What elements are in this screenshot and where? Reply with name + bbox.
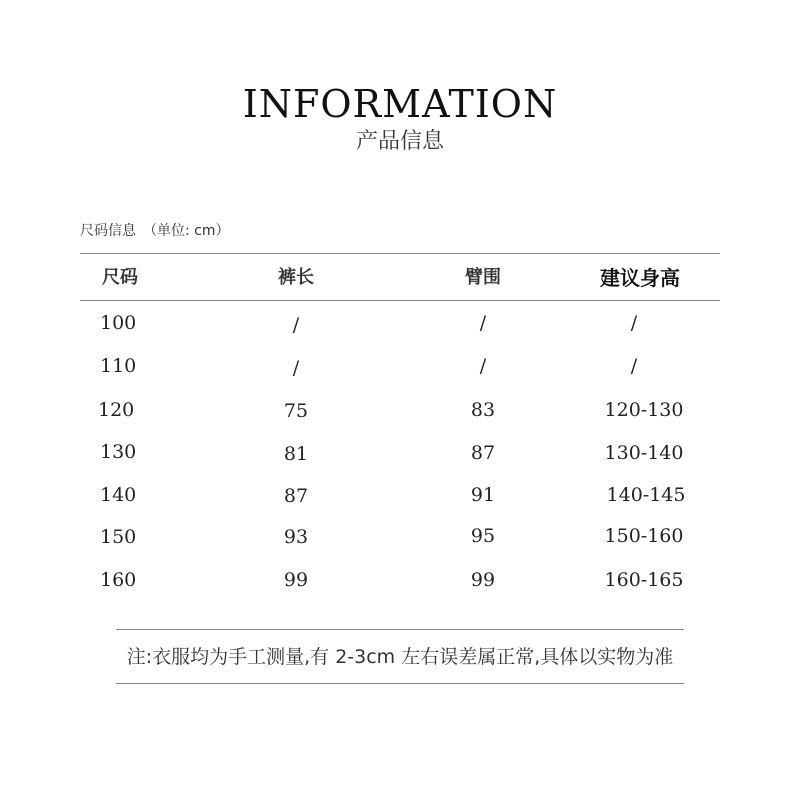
page-title: INFORMATION [242,82,558,126]
cell-size: 150 [100,526,137,548]
cell-suggested-height: 150-160 [604,525,684,547]
header-suggested-height: 建议身高 [600,266,680,290]
cell-size: 100 [100,312,137,334]
cell-arm-circumference: 83 [470,399,496,421]
cell-pants-length: / [292,357,300,379]
cell-suggested-height: 160-165 [604,569,684,591]
cell-arm-circumference: 91 [470,484,496,506]
table-header-rule [80,300,720,301]
cell-arm-circumference: 95 [470,525,496,547]
cell-pants-length: 75 [283,400,309,422]
cell-size: 130 [100,441,137,463]
header-size: 尺码 [102,267,138,288]
cell-pants-length: 81 [283,443,309,465]
cell-suggested-height: 120-130 [604,399,684,421]
cell-pants-length: 93 [283,526,309,548]
table-top-rule [80,253,720,254]
page-subtitle: 产品信息 [355,129,444,154]
cell-suggested-height: 130-140 [604,442,684,464]
cell-size: 120 [98,399,135,421]
cell-size: 110 [100,355,137,377]
cell-arm-circumference: / [479,312,487,334]
cell-size: 140 [100,484,137,506]
cell-size: 160 [100,569,137,591]
cell-suggested-height: / [630,312,638,334]
header-arm-circumference: 臂围 [465,267,501,288]
cell-arm-circumference: 87 [470,442,496,464]
footnote-bottom-rule [116,683,684,684]
cell-suggested-height: 140-145 [606,484,686,506]
cell-arm-circumference: / [479,355,487,377]
size-info-label: 尺码信息 （单位: cm） [80,223,230,239]
cell-suggested-height: / [630,355,638,377]
footnote-top-rule [116,629,684,630]
cell-pants-length: 99 [283,569,309,591]
measurement-footnote: 注:衣服均为手工测量,有 2-3cm 左右误差属正常,具体以实物为准 [126,646,674,668]
cell-arm-circumference: 99 [470,569,496,591]
cell-pants-length: / [292,314,300,336]
header-pants-length: 裤长 [278,267,314,288]
cell-pants-length: 87 [283,485,309,507]
